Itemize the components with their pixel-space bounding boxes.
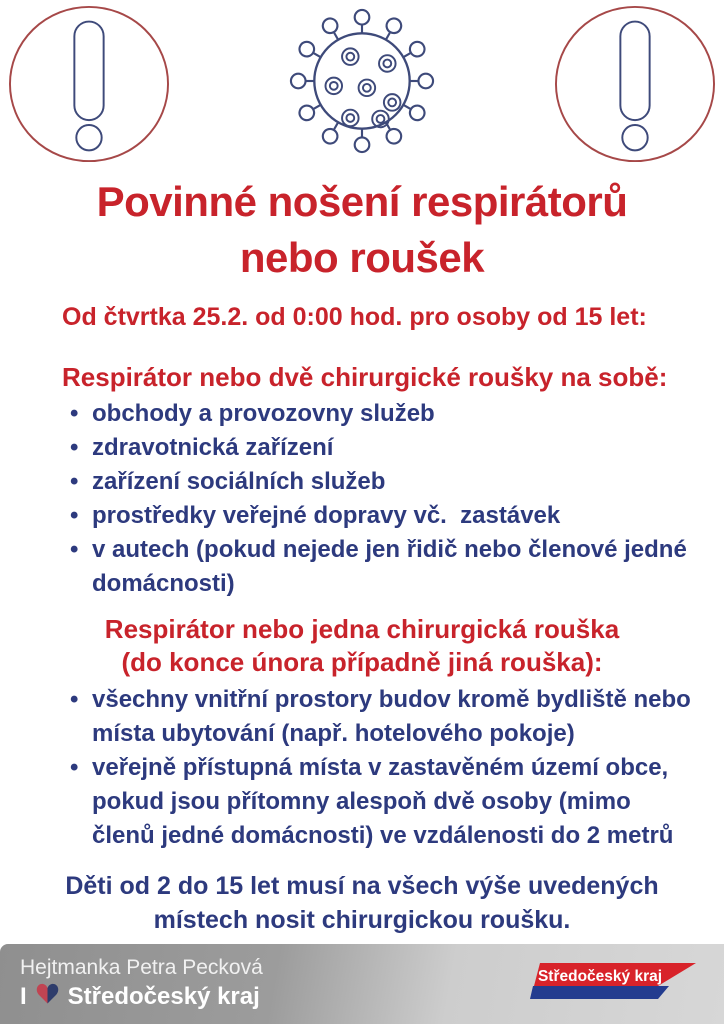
section1-heading: Respirátor nebo dvě chirurgické roušky na sobě: (62, 362, 668, 392)
list-item: • veřejně přístupná místa v zastavěném území obce, pokud jsou přítomny alespoň dvě osoby (mimo členů jedné domácnosti) ve vzdálenosti do 2 metrů (70, 751, 696, 853)
section2-heading (0, 613, 724, 679)
region-signature-line (20, 981, 263, 1014)
children-note: Děti od 2 do 15 let musí na všech výše uvedených místech nosit chirurgickou roušku. (65, 872, 659, 934)
list-item: • všechny vnitřní prostory budov kromě bydliště nebo místa ubytování (např. hotelového pokoje) (70, 683, 696, 751)
list-item: • v autech (pokud nejede jen řidič nebo členové jedné domácnosti) (70, 533, 696, 601)
footer-bar (0, 944, 724, 1024)
governor-name: Hejtmanka Petra Pecková (20, 955, 263, 979)
region-flag-badge (530, 962, 698, 1007)
list-item: • zdravotnická zařízení (70, 431, 696, 465)
section2-heading-line1: Respirátor nebo jedna chirurgická rouška (104, 614, 620, 644)
footer-signature (0, 955, 263, 1014)
page-title-line2: nebo roušek (239, 234, 485, 281)
region-badge-label: Středočeský kraj (537, 967, 663, 985)
page-title-line1: Povinné nošení respirátorů (96, 178, 628, 225)
list-item: • prostředky veřejné dopravy vč. zastávek (70, 499, 696, 533)
effective-date-subtitle: Od čtvrtka 25.2. od 0:00 hod. pro osoby od 15 let: (62, 303, 647, 331)
region-name: Středočeský kraj (67, 983, 260, 1010)
virus-icon (289, 4, 435, 158)
exclamation-circle-icon (552, 4, 718, 164)
page-title (0, 174, 724, 286)
signature-prefix: I (20, 983, 27, 1010)
exclamation-circle-icon (6, 4, 172, 164)
heart-icon (34, 981, 61, 1014)
list-item: • obchody a provozovny služeb (70, 397, 696, 431)
list-item: • zařízení sociálních služeb (70, 465, 696, 499)
section2-list (0, 683, 724, 853)
header-icons-row (0, 0, 724, 164)
section2-heading-line2: (do konce února případně jiná rouška): (121, 647, 603, 677)
section1-list (0, 397, 724, 601)
